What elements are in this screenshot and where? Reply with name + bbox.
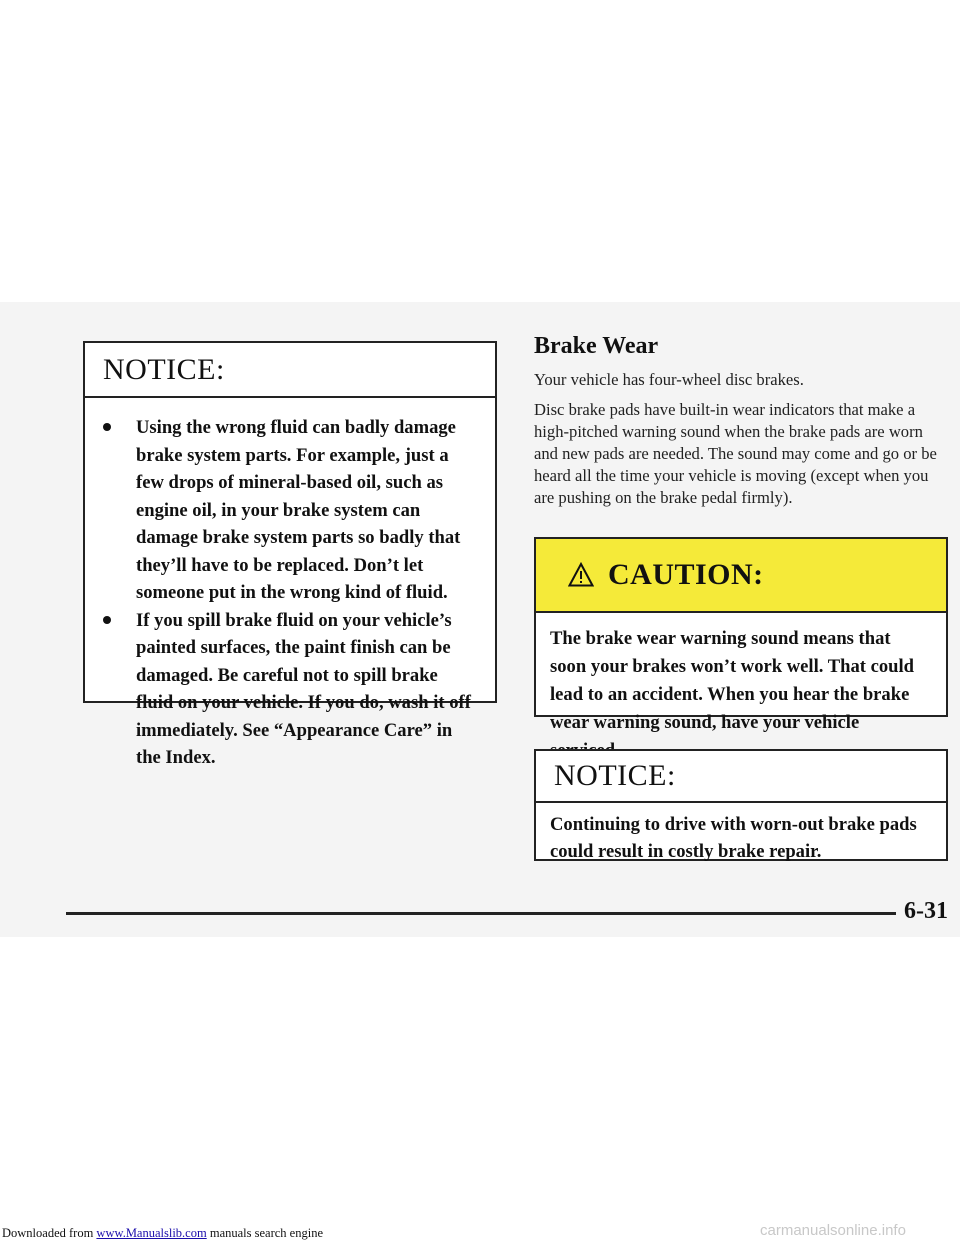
notice-title: NOTICE: xyxy=(103,352,225,386)
footer-rule xyxy=(66,912,896,915)
bullet-icon xyxy=(103,607,121,635)
notice-box-fluid xyxy=(83,341,497,768)
download-banner xyxy=(2,1226,323,1241)
notice-header xyxy=(85,343,495,398)
download-prefix: Downloaded from xyxy=(2,1226,97,1240)
notice-header xyxy=(536,751,946,803)
notice-bullet-text: Using the wrong fluid can badly damage brake system parts. For example, just a few drops of mineral-based oil, such as engine oil, in your brake system can damage brake system parts so badly that they’ll have to be replaced. Don’t let someone put in the wrong kind of fluid. xyxy=(136,417,461,603)
caution-text: The brake wear warning sound means that soon your brakes won’t work well. That could lead to an accident. When you hear the brake wear warning sound, have your vehicle xyxy=(550,628,915,733)
notice-box-pads xyxy=(534,749,948,861)
notice-body xyxy=(85,398,495,772)
paragraph-disc-brakes: Your vehicle has four-wheel disc brakes. xyxy=(534,370,804,389)
notice-bullet xyxy=(103,607,471,772)
section-title-brake-wear: Brake Wear xyxy=(534,333,659,359)
notice-text: Continuing to drive with worn-out brake pads could result in costly brake repair. xyxy=(550,814,917,862)
page-number: 6-31 xyxy=(904,898,948,924)
paragraph-wear-indicators: Disc brake pads have built-in wear indicators that make a high-pitched warning sound when the brake pads are worn and new pads are needed. The sound may come and go or be heard all the time your vehicle is moving (except when you are pushing on the brake pedal firmly). xyxy=(534,400,937,507)
warning-triangle-icon xyxy=(568,562,594,588)
caution-title: CAUTION: xyxy=(608,558,764,591)
manualslib-link[interactable]: www.Manualslib.com xyxy=(96,1226,207,1240)
notice-title: NOTICE: xyxy=(554,759,676,792)
caution-header xyxy=(536,539,946,613)
caution-box xyxy=(534,537,948,733)
bullet-icon xyxy=(103,414,121,442)
download-suffix: manuals search engine xyxy=(206,1226,323,1240)
notice-bullet-text: If you spill brake fluid on your vehicle’s painted surfaces, the paint finish can be damaged. Be careful not to spill brake fluid on your vehicle. If you do, wash it off immediately. See “Appearance Care” in the Index. xyxy=(136,609,471,768)
watermark: carmanualsonline.info xyxy=(760,1222,906,1239)
notice-bullet xyxy=(103,414,471,607)
